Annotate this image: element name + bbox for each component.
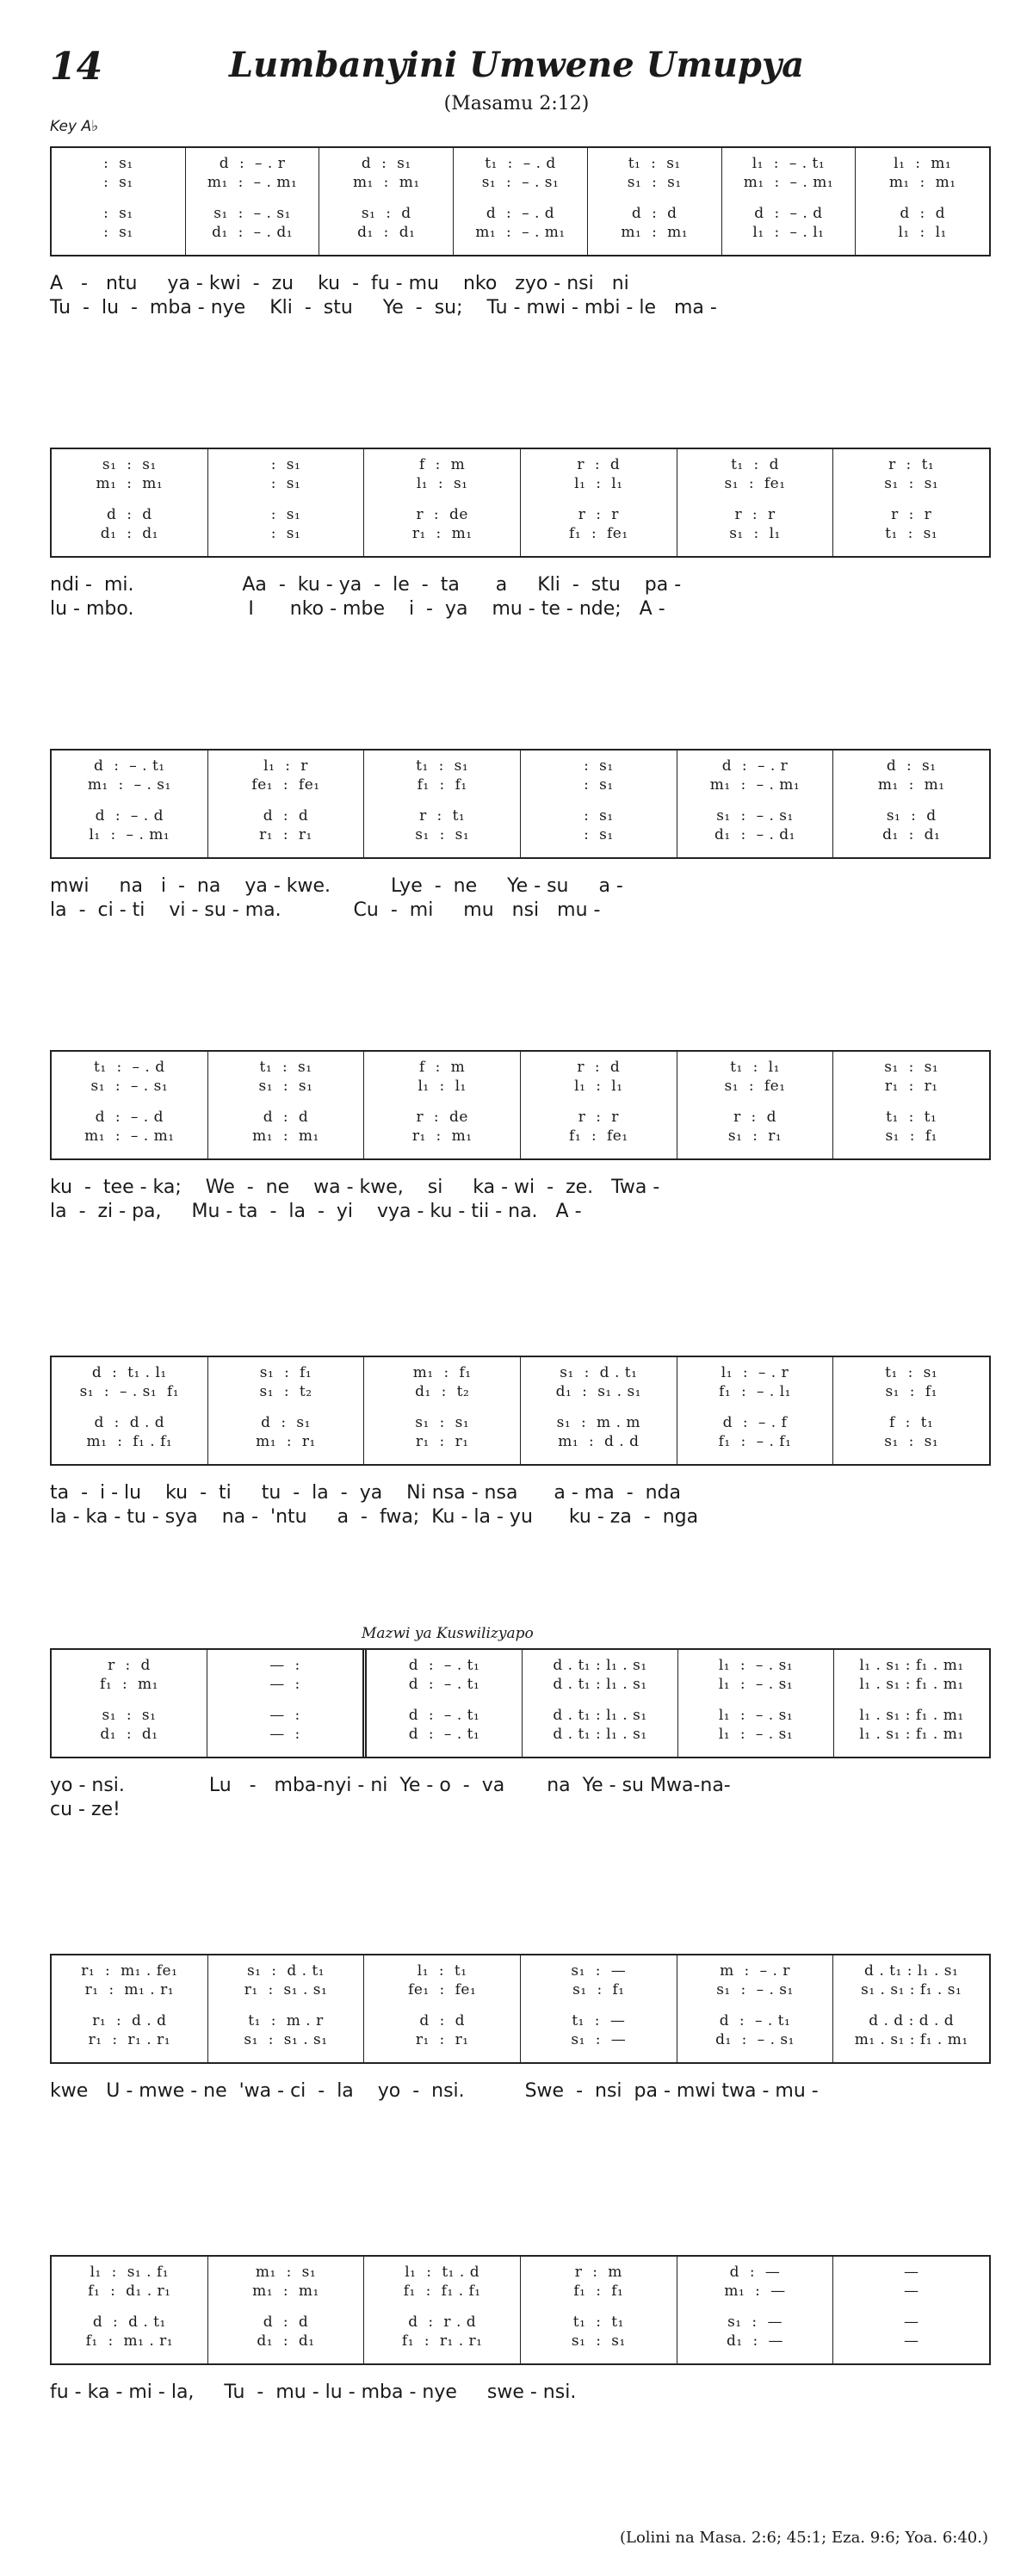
staff xyxy=(50,146,991,256)
solfa-voice-line: l₁ : t₁ xyxy=(417,1962,467,1980)
solfa-voice-line: f : t₁ xyxy=(889,1414,934,1431)
solfa-voice-line: m₁ : – . m₁ xyxy=(709,776,801,794)
lyric-line: ndi - mi. Aa - ku - ya - le - ta a Kli - stu pa - xyxy=(50,574,682,596)
solfa-voice-line: s₁ : s₁ xyxy=(258,1078,313,1095)
solfa-voice-line: : s₁ xyxy=(270,475,301,492)
measure xyxy=(52,148,185,255)
solfa-voice-line: : s₁ xyxy=(103,174,133,191)
solfa-voice-line: l₁ : s₁ . f₁ xyxy=(90,2264,170,2281)
score-system xyxy=(50,1648,991,1822)
solfa-voice-line: — : xyxy=(269,1726,300,1743)
solfa-voice-line: : s₁ xyxy=(584,757,614,775)
solfa-voice-line: — : xyxy=(269,1707,300,1724)
solfa-voice-line: d : t₁ . l₁ xyxy=(91,1364,167,1381)
solfa-voice-line: s₁ : d xyxy=(361,205,411,222)
solfa-voice-line: m₁ : – . m₁ xyxy=(475,224,566,241)
solfa-voice-line: m₁ . s₁ : f₁ . m₁ xyxy=(854,2031,968,2048)
solfa-voice-line: f₁ : m₁ xyxy=(100,1676,158,1693)
solfa-voice-line: d : d xyxy=(419,2012,465,2029)
measure xyxy=(677,1052,833,1158)
solfa-voice-line: s₁ : — xyxy=(571,1962,627,1980)
solfa-voice-line: d₁ : t₂ xyxy=(415,1383,470,1400)
solfa-voice-line: l₁ . s₁ : f₁ . m₁ xyxy=(859,1726,964,1743)
score-system xyxy=(50,146,991,320)
solfa-voice-line: f₁ : – . l₁ xyxy=(719,1383,791,1400)
solfa-voice-line: t₁ : d xyxy=(731,456,779,473)
score-system xyxy=(50,749,991,923)
solfa-voice-line: fe₁ : fe₁ xyxy=(408,1981,477,1998)
solfa-voice-line: — xyxy=(903,2283,919,2300)
solfa-voice-line: : s₁ xyxy=(103,155,133,172)
solfa-voice-line: m₁ : – . m₁ xyxy=(84,1127,175,1145)
solfa-voice-line: m₁ : – . m₁ xyxy=(207,174,298,191)
staff xyxy=(50,2255,991,2365)
solfa-voice-line: m₁ : m₁ xyxy=(352,174,420,191)
solfa-voice-line: d : d xyxy=(900,205,945,222)
solfa-voice-line: m₁ : m₁ xyxy=(888,174,956,191)
solfa-voice-line: s₁ : d . t₁ xyxy=(246,1962,325,1980)
solfa-voice-line: s₁ : fe₁ xyxy=(724,475,786,492)
lyric-line: mwi na i - na ya - kwe. Lye - ne Ye - su a - xyxy=(50,875,623,897)
measure xyxy=(52,2257,207,2363)
solfa-voice-line: m : – . r xyxy=(720,1962,790,1980)
solfa-voice-line: r₁ : m₁ . fe₁ xyxy=(81,1962,178,1980)
solfa-voice-line: r₁ : r₁ xyxy=(259,826,312,843)
measure xyxy=(520,1357,677,1464)
solfa-voice-line: r : t₁ xyxy=(419,807,466,825)
solfa-voice-line: t₁ : l₁ xyxy=(730,1059,780,1076)
solfa-voice-line: m₁ : m₁ xyxy=(96,475,164,492)
solfa-voice-line: d : — xyxy=(729,2264,781,2281)
solfa-voice-line: : s₁ xyxy=(584,826,614,843)
solfa-voice-line: d : – . d xyxy=(486,205,555,222)
staff xyxy=(50,749,991,859)
solfa-voice-line: m₁ : – . m₁ xyxy=(743,174,834,191)
measure xyxy=(522,1650,677,1757)
solfa-voice-line: s₁ : s₁ xyxy=(884,1433,939,1450)
solfa-voice-line: s₁ : fe₁ xyxy=(724,1078,786,1095)
lyric-line: la - ci - ti vi - su - ma. Cu - mi mu nsi mu - xyxy=(50,899,601,921)
measure xyxy=(677,449,833,556)
solfa-voice-line: l₁ : – . r xyxy=(721,1364,789,1381)
solfa-voice-line: s₁ : — xyxy=(727,2313,782,2331)
solfa-voice-line: s₁ : s₁ xyxy=(102,1707,157,1724)
lyric-line: yo - nsi. Lu - mba-nyi - ni Ye - o - va na Ye - su Mwa-na- xyxy=(50,1775,731,1796)
measure xyxy=(677,751,833,857)
measure xyxy=(207,2257,364,2363)
solfa-voice-line: l₁ : – . s₁ xyxy=(718,1726,794,1743)
solfa-voice-line: r : d xyxy=(577,456,621,473)
chorus-label: Mazwi ya Kuswilizyapo xyxy=(362,1625,534,1642)
measure xyxy=(855,148,989,255)
solfa-voice-line: d : – . t₁ xyxy=(94,757,165,775)
lyric-line: A - ntu ya - kwi - zu ku - fu - mu nko zyo - nsi ni xyxy=(50,273,629,294)
measure xyxy=(52,751,207,857)
solfa-voice-line: r : d xyxy=(733,1109,776,1126)
solfa-voice-line: l₁ : l₁ xyxy=(574,1078,623,1095)
solfa-voice-line: s₁ : – . s₁ xyxy=(716,1981,794,1998)
solfa-voice-line: r : d xyxy=(108,1657,151,1674)
measure xyxy=(363,449,520,556)
solfa-voice-line: d : – . t₁ xyxy=(408,1676,480,1693)
solfa-voice-line: d : d xyxy=(263,2313,309,2331)
solfa-voice-line: f₁ : f₁ xyxy=(573,2283,624,2300)
lyrics-block xyxy=(50,2079,991,2103)
solfa-voice-line: r : m xyxy=(574,2264,622,2281)
solfa-voice-line: m₁ : – . s₁ xyxy=(87,776,171,794)
staff xyxy=(50,448,991,558)
solfa-voice-line: d : d xyxy=(263,1109,309,1126)
solfa-voice-line: r₁ : s₁ . s₁ xyxy=(244,1981,328,1998)
solfa-voice-line: d : s₁ xyxy=(361,155,411,172)
solfa-voice-line: d : – . d xyxy=(95,807,164,825)
solfa-voice-line: s₁ : f₁ xyxy=(885,1383,937,1400)
measure xyxy=(319,148,453,255)
measure xyxy=(207,1357,364,1464)
solfa-voice-line: l₁ : s₁ xyxy=(416,475,468,492)
solfa-voice-line: d₁ : – . s₁ xyxy=(715,2031,795,2048)
solfa-voice-line: d : – . r xyxy=(219,155,286,172)
lyrics-block xyxy=(50,1481,991,1529)
solfa-voice-line: : s₁ xyxy=(270,456,301,473)
score-system xyxy=(50,448,991,621)
solfa-voice-line: r : r xyxy=(891,506,932,523)
solfa-voice-line: d₁ : – . d₁ xyxy=(714,826,795,843)
solfa-voice-line: d₁ : — xyxy=(727,2332,784,2350)
staff xyxy=(50,1648,991,1758)
solfa-voice-line: s₁ : d . t₁ xyxy=(560,1364,638,1381)
page-number: 14 xyxy=(50,45,103,89)
solfa-voice-line: s₁ : l₁ xyxy=(729,525,781,542)
solfa-voice-line: s₁ : d xyxy=(886,807,937,825)
measure xyxy=(52,449,207,556)
solfa-voice-line: d : – . t₁ xyxy=(719,2012,791,2029)
solfa-voice-line: d : d . d xyxy=(94,1414,165,1431)
measure xyxy=(587,148,721,255)
solfa-voice-line: s₁ : – . s₁ xyxy=(716,807,794,825)
measure xyxy=(832,449,989,556)
measure xyxy=(832,1955,989,2062)
measure xyxy=(207,751,364,857)
solfa-voice-line: l₁ : t₁ . d xyxy=(405,2264,480,2281)
measure xyxy=(520,1052,677,1158)
solfa-voice-line: : s₁ xyxy=(584,807,614,825)
measure xyxy=(832,2257,989,2363)
solfa-voice-line: s₁ : – . s₁ xyxy=(90,1078,169,1095)
staff xyxy=(50,1050,991,1160)
staff xyxy=(50,1356,991,1466)
solfa-voice-line: d : d . t₁ xyxy=(92,2313,166,2331)
solfa-voice-line: t₁ : – . d xyxy=(485,155,556,172)
solfa-voice-line: d : d xyxy=(631,205,677,222)
solfa-voice-line: d : – . r xyxy=(721,757,789,775)
solfa-voice-line: m₁ : m₁ xyxy=(877,776,945,794)
solfa-voice-line: — xyxy=(903,2313,919,2331)
key-signature: Key A♭ xyxy=(50,118,99,135)
measure xyxy=(520,1955,677,2062)
solfa-voice-line: t₁ : s₁ xyxy=(416,757,469,775)
solfa-voice-line: l₁ . s₁ : f₁ . m₁ xyxy=(859,1707,964,1724)
hymn-title: Lumbanyini Umwene Umupya xyxy=(228,45,805,85)
solfa-voice-line: d : s₁ xyxy=(886,757,937,775)
solfa-voice-line: s₁ : t₂ xyxy=(259,1383,312,1400)
solfa-voice-line: d . t₁ : l₁ . s₁ xyxy=(553,1657,647,1674)
measure xyxy=(677,2257,833,2363)
solfa-voice-line: d₁ : d₁ xyxy=(882,826,941,843)
lyrics-block xyxy=(50,573,991,621)
footer-references: (Lolini na Masa. 2:6; 45:1; Eza. 9:6; Yoa. 6:40.) xyxy=(619,2529,988,2547)
measure xyxy=(832,751,989,857)
solfa-voice-line: s₁ : f₁ xyxy=(885,1127,937,1145)
solfa-voice-line: s₁ . s₁ : f₁ . s₁ xyxy=(861,1981,962,1998)
solfa-voice-line: m₁ : m₁ xyxy=(252,1127,319,1145)
lyric-line: kwe U - mwe - ne 'wa - ci - la yo - nsi. Swe - nsi pa - mwi twa - mu - xyxy=(50,2080,819,2102)
solfa-voice-line: r₁ : r₁ . r₁ xyxy=(88,2031,171,2048)
solfa-voice-line: d₁ : s₁ . s₁ xyxy=(555,1383,642,1400)
solfa-voice-line: s₁ : – . s₁ xyxy=(481,174,560,191)
solfa-voice-line: l₁ : m₁ xyxy=(894,155,952,172)
solfa-voice-line: s₁ : – . s₁ xyxy=(213,205,291,222)
lyrics-block xyxy=(50,2381,991,2405)
solfa-voice-line: m₁ : f₁ xyxy=(412,1364,472,1381)
solfa-voice-line: d₁ : – . d₁ xyxy=(212,224,294,241)
solfa-voice-line: f : m xyxy=(419,456,466,473)
solfa-voice-line: d . t₁ : l₁ . s₁ xyxy=(553,1707,647,1724)
solfa-voice-line: l₁ : – . s₁ xyxy=(718,1707,794,1724)
solfa-voice-line: l₁ : – . m₁ xyxy=(89,826,170,843)
solfa-voice-line: — : xyxy=(269,1676,300,1693)
solfa-voice-line: d₁ : d₁ xyxy=(357,224,416,241)
scripture-reference: (Masamu 2:12) xyxy=(443,93,590,114)
measure xyxy=(833,1650,989,1757)
lyric-line: la - zi - pa, Mu - ta - la - yi vya - ku - tii - na. A - xyxy=(50,1201,582,1222)
solfa-voice-line: t₁ : s₁ xyxy=(885,1364,938,1381)
measure xyxy=(721,148,856,255)
measure xyxy=(362,1650,522,1757)
solfa-voice-line: r : de xyxy=(416,1109,468,1126)
solfa-voice-line: s₁ : s₁ xyxy=(571,2332,626,2350)
solfa-voice-line: t₁ : s₁ xyxy=(628,155,681,172)
solfa-voice-line: d . t₁ : l₁ . s₁ xyxy=(553,1726,647,1743)
solfa-voice-line: d : r . d xyxy=(408,2313,477,2331)
solfa-voice-line: s₁ : s₁ xyxy=(884,475,939,492)
solfa-voice-line: d . d : d . d xyxy=(869,2012,955,2029)
solfa-voice-line: t₁ : t₁ xyxy=(886,1109,937,1126)
solfa-voice-line: m₁ : — xyxy=(724,2283,786,2300)
solfa-voice-line: d . t₁ : l₁ . s₁ xyxy=(864,1962,959,1980)
solfa-voice-line: f₁ : d₁ . r₁ xyxy=(88,2283,171,2300)
solfa-voice-line: r : d xyxy=(577,1059,621,1076)
measure xyxy=(832,1052,989,1158)
solfa-voice-line: l₁ : l₁ xyxy=(418,1078,467,1095)
measure xyxy=(185,148,319,255)
measure xyxy=(677,1955,833,2062)
solfa-voice-line: l₁ . s₁ : f₁ . m₁ xyxy=(859,1676,964,1693)
lyrics-block xyxy=(50,1774,991,1822)
measure xyxy=(520,2257,677,2363)
solfa-voice-line: f₁ : r₁ . r₁ xyxy=(401,2332,483,2350)
solfa-voice-line: f₁ : – . f₁ xyxy=(718,1433,792,1450)
solfa-voice-line: r : de xyxy=(416,506,468,523)
solfa-voice-line: l₁ : – . t₁ xyxy=(752,155,826,172)
solfa-voice-line: d : – . t₁ xyxy=(408,1657,480,1674)
solfa-voice-line: r₁ : r₁ xyxy=(415,2031,469,2048)
solfa-voice-line: s₁ : — xyxy=(571,2031,627,2048)
solfa-voice-line: r : r xyxy=(578,506,619,523)
measure xyxy=(453,148,587,255)
score-system xyxy=(50,1050,991,1224)
solfa-voice-line: m₁ : r₁ xyxy=(256,1433,316,1450)
lyric-line: fu - ka - mi - la, Tu - mu - lu - mba - nye swe - nsi. xyxy=(50,2381,577,2403)
solfa-voice-line: d : – . d xyxy=(95,1109,164,1126)
score-system xyxy=(50,1356,991,1529)
solfa-voice-line: t₁ : t₁ xyxy=(572,2313,624,2331)
solfa-voice-line: — xyxy=(903,2332,919,2350)
score-system xyxy=(50,2255,991,2405)
solfa-voice-line: s₁ : – . s₁ f₁ xyxy=(79,1383,180,1400)
solfa-voice-line: l₁ : l₁ xyxy=(898,224,947,241)
solfa-voice-line: t₁ : s₁ xyxy=(259,1059,312,1076)
solfa-voice-line: l₁ : l₁ xyxy=(574,475,623,492)
solfa-voice-line: r₁ : m₁ xyxy=(411,525,473,542)
measure xyxy=(677,1357,833,1464)
measure xyxy=(363,1955,520,2062)
solfa-voice-line: s₁ : s₁ . s₁ xyxy=(244,2031,328,2048)
solfa-voice-line: d₁ : d₁ xyxy=(257,2332,315,2350)
solfa-voice-line: m₁ : s₁ xyxy=(255,2264,317,2281)
solfa-voice-line: m₁ : d . d xyxy=(558,1433,640,1450)
solfa-voice-line: l₁ : – . l₁ xyxy=(752,224,825,241)
solfa-voice-line: f₁ : f₁ . f₁ xyxy=(403,2283,481,2300)
solfa-voice-line: s₁ : f₁ xyxy=(572,1981,625,1998)
measure xyxy=(52,1955,207,2062)
measure xyxy=(52,1650,207,1757)
solfa-voice-line: d₁ : d₁ xyxy=(100,525,158,542)
measure xyxy=(207,449,364,556)
measure xyxy=(363,751,520,857)
solfa-voice-line: s₁ : s₁ xyxy=(415,1414,470,1431)
solfa-voice-line: d : s₁ xyxy=(261,1414,311,1431)
solfa-voice-line: d : d xyxy=(107,506,152,523)
solfa-voice-line: d : d xyxy=(263,807,309,825)
solfa-voice-line: — xyxy=(903,2264,919,2281)
solfa-voice-line: s₁ : f₁ xyxy=(259,1364,312,1381)
solfa-voice-line: d : – . t₁ xyxy=(408,1707,480,1724)
lyric-line: ta - i - lu ku - ti tu - la - ya Ni nsa - nsa a - ma - nda xyxy=(50,1482,682,1504)
solfa-voice-line: : s₁ xyxy=(103,205,133,222)
solfa-voice-line: r : r xyxy=(578,1109,619,1126)
solfa-voice-line: f₁ : m₁ . r₁ xyxy=(85,2332,174,2350)
solfa-voice-line: r₁ : r₁ xyxy=(415,1433,469,1450)
solfa-voice-line: l₁ : – . s₁ xyxy=(718,1657,794,1674)
solfa-voice-line: f₁ : f₁ xyxy=(417,776,467,794)
solfa-voice-line: d : – . d xyxy=(754,205,823,222)
solfa-voice-line: r : t₁ xyxy=(888,456,935,473)
solfa-voice-line: s₁ : s₁ xyxy=(102,456,157,473)
measure xyxy=(207,1052,364,1158)
solfa-voice-line: r₁ : r₁ xyxy=(884,1078,938,1095)
solfa-voice-line: fe₁ : fe₁ xyxy=(251,776,320,794)
measure xyxy=(520,751,677,857)
solfa-voice-line: t₁ : s₁ xyxy=(885,525,938,542)
measure xyxy=(677,1650,833,1757)
solfa-voice-line: s₁ : r₁ xyxy=(727,1127,782,1145)
measure xyxy=(207,1955,364,2062)
solfa-voice-line: f₁ : fe₁ xyxy=(569,1127,628,1145)
solfa-voice-line: s₁ : s₁ xyxy=(884,1059,939,1076)
lyrics-block xyxy=(50,272,991,320)
solfa-voice-line: : s₁ xyxy=(103,224,133,241)
solfa-voice-line: : s₁ xyxy=(584,776,614,794)
lyrics-block xyxy=(50,1176,991,1224)
measure xyxy=(52,1357,207,1464)
lyric-line: ku - tee - ka; We - ne wa - kwe, si ka - wi - ze. Twa - xyxy=(50,1177,660,1198)
lyric-line: cu - ze! xyxy=(50,1799,121,1820)
solfa-voice-line: t₁ : – . d xyxy=(94,1059,165,1076)
solfa-voice-line: s₁ : s₁ xyxy=(415,826,470,843)
measure xyxy=(363,2257,520,2363)
solfa-voice-line: : s₁ xyxy=(270,506,301,523)
solfa-voice-line: r : r xyxy=(734,506,776,523)
lyric-line: lu - mbo. I nko - mbe i - ya mu - te - nde; A - xyxy=(50,598,665,620)
solfa-voice-line: f : m xyxy=(419,1059,466,1076)
solfa-voice-line: l₁ . s₁ : f₁ . m₁ xyxy=(859,1657,964,1674)
solfa-voice-line: l₁ : – . s₁ xyxy=(718,1676,794,1693)
solfa-voice-line: m₁ : f₁ . f₁ xyxy=(86,1433,173,1450)
lyric-line: la - ka - tu - sya na - 'ntu a - fwa; Ku - la - yu ku - za - nga xyxy=(50,1506,699,1528)
measure xyxy=(520,449,677,556)
solfa-voice-line: l₁ : r xyxy=(263,757,308,775)
solfa-voice-line: s₁ : s₁ xyxy=(627,174,682,191)
solfa-voice-line: : s₁ xyxy=(270,525,301,542)
solfa-voice-line: d : – . f xyxy=(722,1414,788,1431)
solfa-voice-line: f₁ : fe₁ xyxy=(569,525,628,542)
lyrics-block xyxy=(50,874,991,923)
score-system xyxy=(50,1954,991,2103)
staff xyxy=(50,1954,991,2064)
lyric-line: Tu - lu - mba - nye Kli - stu Ye - su; Tu - mwi - mbi - le ma - xyxy=(50,297,717,318)
measure xyxy=(207,1650,362,1757)
solfa-voice-line: r₁ : m₁ xyxy=(411,1127,473,1145)
measure xyxy=(363,1052,520,1158)
solfa-voice-line: r₁ : d . d xyxy=(92,2012,167,2029)
solfa-voice-line: t₁ : m . r xyxy=(248,2012,324,2029)
solfa-voice-line: m₁ : m₁ xyxy=(621,224,689,241)
measure xyxy=(363,1357,520,1464)
solfa-voice-line: d₁ : d₁ xyxy=(100,1726,158,1743)
solfa-voice-line: r₁ : m₁ . r₁ xyxy=(84,1981,175,1998)
measure xyxy=(832,1357,989,1464)
solfa-voice-line: t₁ : — xyxy=(572,2012,626,2029)
solfa-voice-line: m₁ : m₁ xyxy=(252,2283,319,2300)
solfa-voice-line: d . t₁ : l₁ . s₁ xyxy=(553,1676,647,1693)
solfa-voice-line: s₁ : m . m xyxy=(556,1414,641,1431)
solfa-voice-line: d : – . t₁ xyxy=(408,1726,480,1743)
solfa-voice-line: — : xyxy=(269,1657,300,1674)
measure xyxy=(52,1052,207,1158)
